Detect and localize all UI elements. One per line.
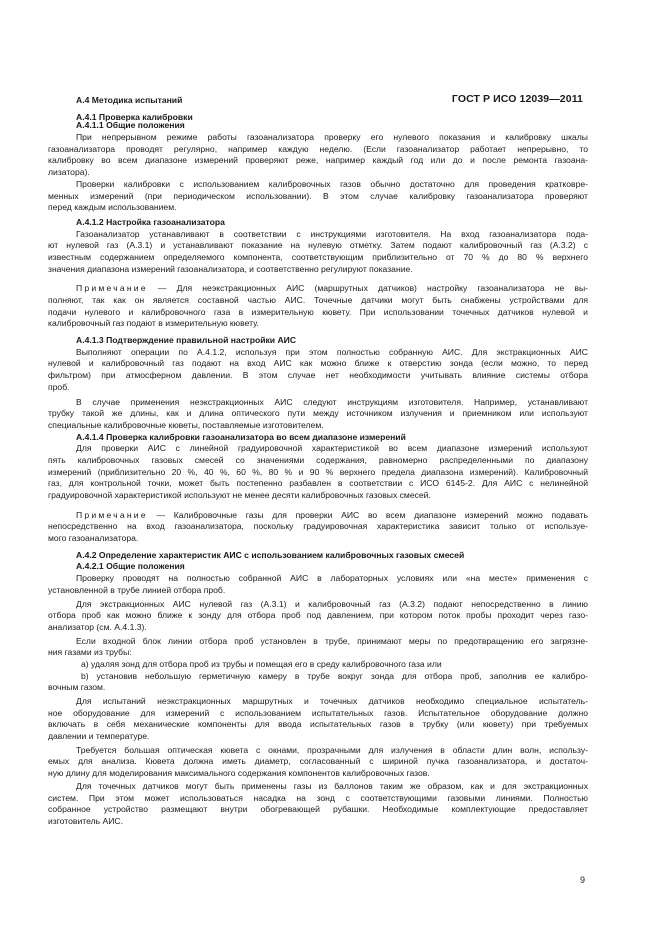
note-paragraph	[48, 510, 588, 545]
text-line: При непрерывном режиме работы газоанализатора проверку его нулевого показания и калибровку шкалы	[76, 132, 588, 143]
text-line: газоанализатора проводят регулярно, например каждую неделю. (Если газоанализатор работает непрерывно, то	[48, 143, 588, 154]
paragraph	[48, 573, 588, 596]
text-line: Выполняют операции по А.4.1.2, используя при этом полностью собранную АИС. Для экстракционных АИС	[76, 346, 588, 357]
text-line: известным содержанием определяемого компонента, соответствующим приблизительно от 70 % до 80 % верхнего	[48, 251, 588, 262]
text-line: значения диапазона измерений газоанализатора, и соответственно регулируют показание.	[48, 263, 413, 274]
document-designation: ГОСТ Р ИСО 12039—2011	[451, 93, 583, 105]
text-line: анализатор (см. А.4.1.3).	[48, 621, 147, 632]
text-line: А.4.1.3 Подтверждение правильной настройки АИС	[76, 335, 297, 346]
text-line: ют нулевой газ (А.3.1) и устанавливают показание на нулевую отметку. Затем подают калибровочный газ (А.3.2) с	[48, 240, 588, 251]
text-line: непосредственно на вход газоанализатора, поскольку градуировочная характеристика зависит только от используе-	[48, 521, 588, 532]
text-line: А.4.1.4 Проверка калибровки газоанализатора во всем диапазоне измерений	[76, 431, 406, 442]
paragraph	[48, 696, 588, 743]
text-line: лизатора).	[48, 167, 90, 178]
text-line: мого газоанализатора.	[48, 533, 139, 544]
text-line: А.4.2 Определение характеристик АИС с использованием калибровочных газовых смесей	[76, 549, 465, 560]
text-line: отбора проб как можно ближе к зонду для отбора проб под давлением, при котором поток пробы проходит через газо-	[48, 610, 588, 621]
text-line: Примечание — Для неэкстракционных АИС (маршрутных датчиков) настройку газоанализатора не вы-	[76, 283, 588, 294]
paragraph	[48, 781, 588, 828]
text-line: перед каждым использованием.	[48, 202, 177, 213]
paragraph	[48, 636, 588, 659]
text-line: ния газами из трубы:	[48, 647, 132, 658]
text-line: ное оборудование для измерений с использованием испытательных газов. Испытательное оборудование должно	[48, 707, 588, 718]
section-heading	[48, 432, 588, 444]
text-line: систем. При этом может использоваться насадка на зонд с соответствующими газовыми линиями. Полностью	[48, 792, 588, 803]
section-heading	[48, 550, 588, 562]
note-paragraph	[48, 283, 588, 330]
text-line: изготовитель АИС.	[48, 815, 123, 826]
text-line: специальные калибровочные кюветы, поставляемые изготовителем.	[48, 419, 324, 430]
text-line: Проверку проводят на полностью собранной АИС в лабораторных условиях или «на месте» применения с	[76, 573, 588, 584]
text-line: Требуется большая оптическая кювета с окнами, прозрачными для излучения в области длин волн, использу-	[76, 744, 588, 755]
text-line: трубку такой же длины, как и длина оптического пути между источником излучения и приемником или используют	[48, 408, 588, 419]
text-line: А.4.1.1 Общие положения	[76, 120, 185, 131]
text-line: Для испытаний неэкстракционных маршрутных и точечных датчиков необходимо специальное испытатель-	[76, 696, 588, 706]
note-label: Примечание	[76, 509, 148, 520]
section-heading	[48, 95, 588, 107]
paragraph	[48, 443, 588, 501]
text-line: вочным газом.	[48, 682, 106, 693]
paragraph	[48, 745, 588, 780]
text-line: ную длину для моделирования максимального содержания компонентов калибровочных газов.	[48, 768, 430, 779]
paragraph	[48, 347, 588, 394]
paragraph	[48, 132, 588, 179]
text-line: измерений (приблизительно 20 %, 40 %, 60 %, 80 % и 90 % верхнего предела диапазона измерений). Калибровочный	[48, 466, 588, 477]
paragraph	[48, 671, 588, 694]
text-line: А.4.1 Проверка калибровки	[76, 111, 193, 122]
text-line: давлении и температуре.	[48, 731, 150, 742]
section-heading	[48, 561, 588, 573]
text-line: А.4.1.2 Настройка газоанализатора	[76, 216, 225, 227]
text-line: включать в себя механические компоненты для ввода испытательных газов в трубку (или кювету) при требуемых	[48, 719, 588, 730]
text-line: Газоанализатор устанавливают в соответствии с инструкциями изготовителя. На вход газоанализатора пода-	[76, 228, 588, 239]
note-label: Примечание	[76, 283, 148, 294]
section-heading	[48, 120, 588, 132]
text-line: Для точечных датчиков могут быть применены газы из баллонов таким же образом, как и для экстракционных	[76, 780, 588, 791]
paragraph	[48, 229, 588, 276]
section-heading	[48, 335, 588, 347]
text-line: установленной в трубе линией отбора проб.	[48, 584, 226, 595]
text-line: Для экстракционных АИС нулевой газ (А.3.1) и калибровочный газ (А.3.2) подают непосредственно в линию	[76, 598, 588, 609]
text-line: фильтром) при атмосферном давлении. В этом случае нет необходимости учитывать влияние системы отбора	[48, 370, 588, 381]
text-line: полняют, так как он является составной частью АИС. Точечные датчики могут быть снабжены устройствами для	[48, 295, 588, 305]
paragraph	[48, 397, 588, 432]
text-line: b) установив небольшую герметичную камеру в трубе вокруг зонда для отбора проб, заполнив ее калибро-	[81, 670, 588, 681]
text-line: емых для анализа. Кювета должна иметь диаметр, согласованный с шириной пучка газоанализатора, и достаточ-	[48, 756, 588, 767]
text-line: менных измерений (при периодическом использовании). В этом случае калибровку газоанализатора проверяют	[48, 190, 588, 201]
text-line: калибровочный газ подают в измерительную кювету.	[48, 318, 259, 329]
page-number: 9	[580, 875, 586, 885]
text-line: a) удаляя зонд для отбора проб из трубы и помещая его в среду калибровочного газа или	[81, 658, 442, 669]
paragraph	[48, 179, 588, 214]
text-line: Для проверки АИС с линейной градуировочной характеристикой во всем диапазоне измерений используют	[76, 443, 588, 454]
document-body	[48, 95, 588, 828]
text-line: Примечание — Калибровочные газы для проверки АИС во всем диапазоне измерений можно подавать	[76, 509, 588, 520]
text-line: В случае применения неэкстракционных АИС следуют инструкциям изготовителя. Например, устанавливают	[76, 396, 588, 407]
text-line: проб.	[48, 381, 70, 392]
section-heading	[48, 217, 588, 229]
text-line: газ, для контрольной точки, может быть постепенно разбавлен в соответствии с ИСО 6145-2. Для АИС с нелинейной	[48, 478, 588, 489]
paragraph	[48, 599, 588, 634]
text-line: Проверки калибровки с использованием калибровочных газов обычно достаточно для проведения кратковре-	[76, 178, 588, 189]
text-line: Если входной блок линии отбора проб установлен в трубе, принимают меры по предотвращению его загрязне-	[76, 635, 588, 646]
text-line: пять калибровочных газовых смесей со значениями содержания, равномерно распределенными по диапазону	[48, 454, 588, 465]
text-line: собранное устройство размещают внутри обогревающей рубашки. Необходимые комплектующие предоставляет	[48, 804, 588, 815]
text-line: А.4 Методика испытаний	[76, 95, 183, 105]
text-line: калибровку во всем диапазоне измерений проверяют реже, например каждый год или до и после ремонта газоана-	[48, 155, 588, 166]
text-line: нулевой и калибровочный газ подают на вход АИС как можно ближе к отверстию зонда (если можно, то перед	[48, 358, 588, 369]
list-item	[48, 659, 588, 671]
text-line: А.4.2.1 Общие положения	[76, 561, 185, 572]
text-line: градуировочной характеристикой используют не менее десяти калибровочных газовых смесей.	[48, 490, 431, 500]
text-line: подачи нулевого и калибровочного газа в измерительную кювету. При использовании точечных датчиков нулевой и	[48, 306, 588, 317]
